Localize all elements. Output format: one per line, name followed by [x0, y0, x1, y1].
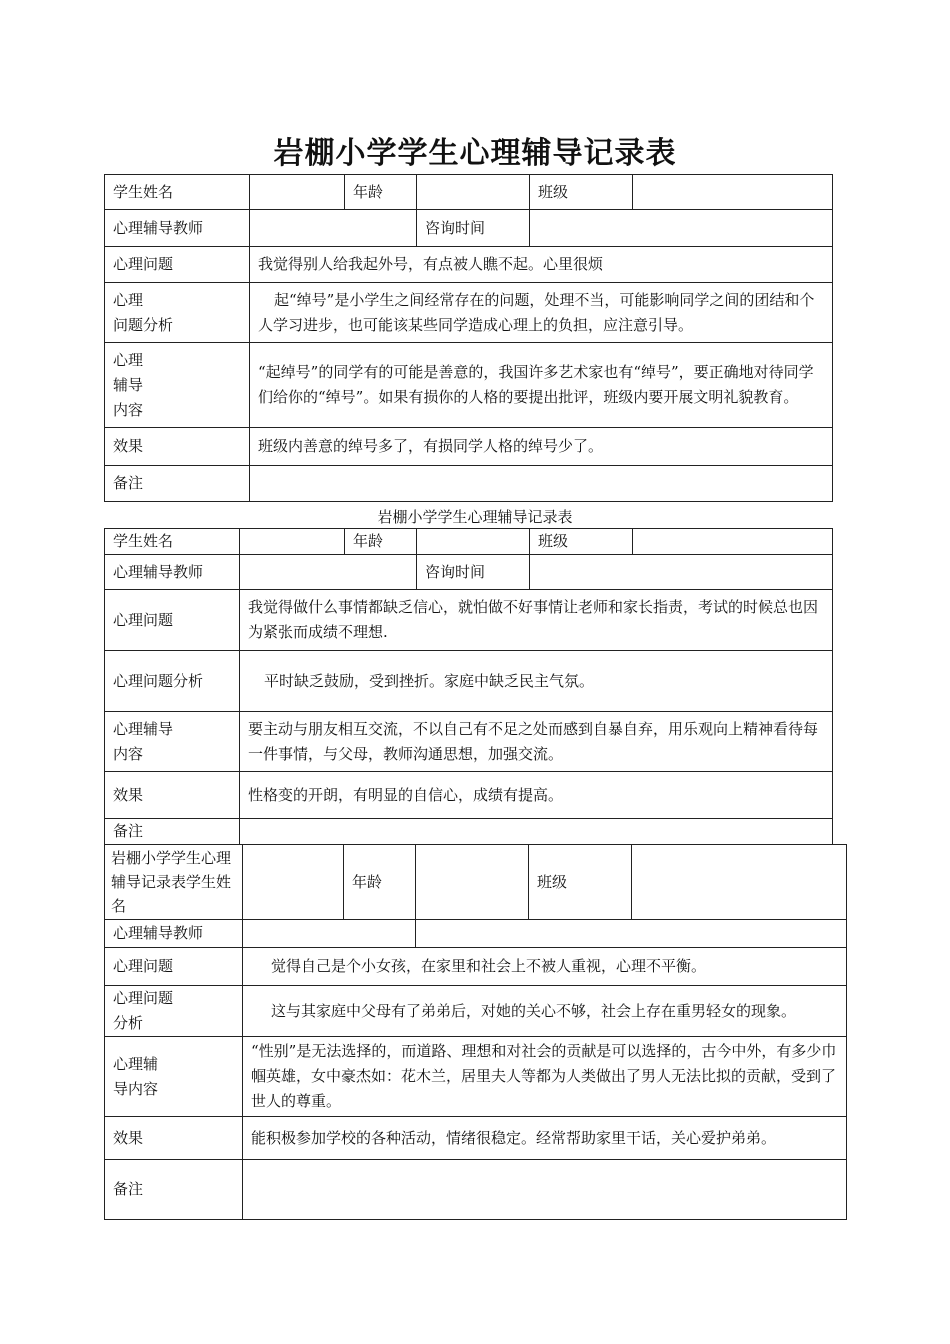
- field-class[interactable]: [632, 845, 847, 920]
- field-teacher-extra[interactable]: [416, 920, 847, 948]
- form-2-heading: 岩棚小学学生心理辅导记录表: [377, 508, 573, 526]
- field-analysis: 这与其家庭中父母有了弟弟后，对她的关心不够，社会上存在重男轻女的现象。: [243, 986, 847, 1037]
- field-remark[interactable]: [243, 1160, 847, 1220]
- label-content: 心理辅 导内容: [105, 1037, 243, 1117]
- field-student-name[interactable]: [250, 175, 345, 210]
- field-teacher[interactable]: [250, 210, 417, 247]
- label-remark: 备注: [105, 819, 240, 845]
- field-analysis: 平时缺乏鼓励，受到挫折。家庭中缺乏民主气氛。: [240, 651, 833, 712]
- record-table-1: [104, 174, 833, 502]
- label-student-name: 学生姓名: [105, 529, 240, 555]
- field-age[interactable]: [416, 845, 529, 920]
- label-student-name: 学生姓名: [105, 175, 250, 210]
- label-consult-time: 咨询时间: [417, 555, 530, 590]
- label-teacher: 心理辅导教师: [105, 920, 243, 948]
- field-remark[interactable]: [240, 819, 833, 845]
- field-problem: 我觉得做什么事情都缺乏信心，就怕做不好事情让老师和家长指责，考试的时候总也因为紧张而成绩不理想.: [240, 590, 833, 651]
- field-class[interactable]: [633, 175, 833, 210]
- field-analysis: 起“绰号”是小学生之间经常存在的问题，处理不当，可能影响同学之间的团结和个人学习进步，也可能该某些同学造成心理上的负担，应注意引导。: [250, 283, 833, 343]
- field-student-name[interactable]: [243, 845, 344, 920]
- label-class: 班级: [529, 845, 632, 920]
- label-problem: 心理问题: [105, 948, 243, 986]
- field-remark[interactable]: [250, 466, 833, 502]
- field-teacher[interactable]: [243, 920, 416, 948]
- field-teacher[interactable]: [240, 555, 417, 590]
- page-title: 岩棚小学学生心理辅导记录表: [273, 136, 677, 171]
- label-effect: 效果: [105, 428, 250, 466]
- label-remark: 备注: [105, 466, 250, 502]
- field-problem: 觉得自己是个小女孩，在家里和社会上不被人重视，心理不平衡。: [243, 948, 847, 986]
- label-problem: 心理问题: [105, 247, 250, 283]
- label-class: 班级: [530, 175, 633, 210]
- field-effect: 能积极参加学校的各种活动，情绪很稳定。经常帮助家里干话，关心爱护弟弟。: [243, 1117, 847, 1160]
- field-effect: 班级内善意的绰号多了，有损同学人格的绰号少了。: [250, 428, 833, 466]
- label-effect: 效果: [105, 1117, 243, 1160]
- label-content: 心理辅导 内容: [105, 712, 240, 772]
- field-student-name[interactable]: [240, 529, 345, 555]
- field-content: 要主动与朋友相互交流，不以自己有不足之处而感到自暴自弃，用乐观向上精神看待每一件事情，与父母，教师沟通思想，加强交流。: [240, 712, 833, 772]
- field-content: “性别”是无法选择的，而道路、理想和对社会的贡献是可以选择的，古今中外，有多少巾帼英雄，女中豪杰如：花木兰，居里夫人等都为人类做出了男人无法比拟的贡献，受到了世人的尊重。: [243, 1037, 847, 1117]
- label-analysis: 心理 问题分析: [105, 283, 250, 343]
- label-teacher: 心理辅导教师: [105, 555, 240, 590]
- field-effect: 性格变的开朗，有明显的自信心，成绩有提高。: [240, 772, 833, 819]
- label-effect: 效果: [105, 772, 240, 819]
- label-age: 年龄: [345, 529, 417, 555]
- label-class: 班级: [530, 529, 633, 555]
- label-analysis: 心理问题分析: [105, 651, 240, 712]
- field-content: “起绰号”的同学有的可能是善意的，我国许多艺术家也有“绰号”，要正确地对待同学们给你的“绰号”。如果有损你的人格的要提出批评，班级内要开展文明礼貌教育。: [250, 343, 833, 428]
- label-student-name: 岩棚小学学生心理辅导记录表学生姓名: [105, 845, 243, 920]
- label-content: 心理 辅导 内容: [105, 343, 250, 428]
- label-teacher: 心理辅导教师: [105, 210, 250, 247]
- field-problem: 我觉得别人给我起外号，有点被人瞧不起。心里很烦: [250, 247, 833, 283]
- field-class[interactable]: [633, 529, 833, 555]
- label-consult-time: 咨询时间: [417, 210, 530, 247]
- label-age: 年龄: [345, 175, 417, 210]
- label-age: 年龄: [344, 845, 416, 920]
- record-table-3: [104, 844, 847, 1220]
- field-consult-time[interactable]: [530, 210, 833, 247]
- field-age[interactable]: [417, 529, 530, 555]
- field-consult-time[interactable]: [530, 555, 833, 590]
- field-age[interactable]: [417, 175, 530, 210]
- label-problem: 心理问题: [105, 590, 240, 651]
- label-remark: 备注: [105, 1160, 243, 1220]
- label-analysis: 心理问题 分析: [105, 986, 243, 1037]
- record-table-2: [104, 528, 833, 845]
